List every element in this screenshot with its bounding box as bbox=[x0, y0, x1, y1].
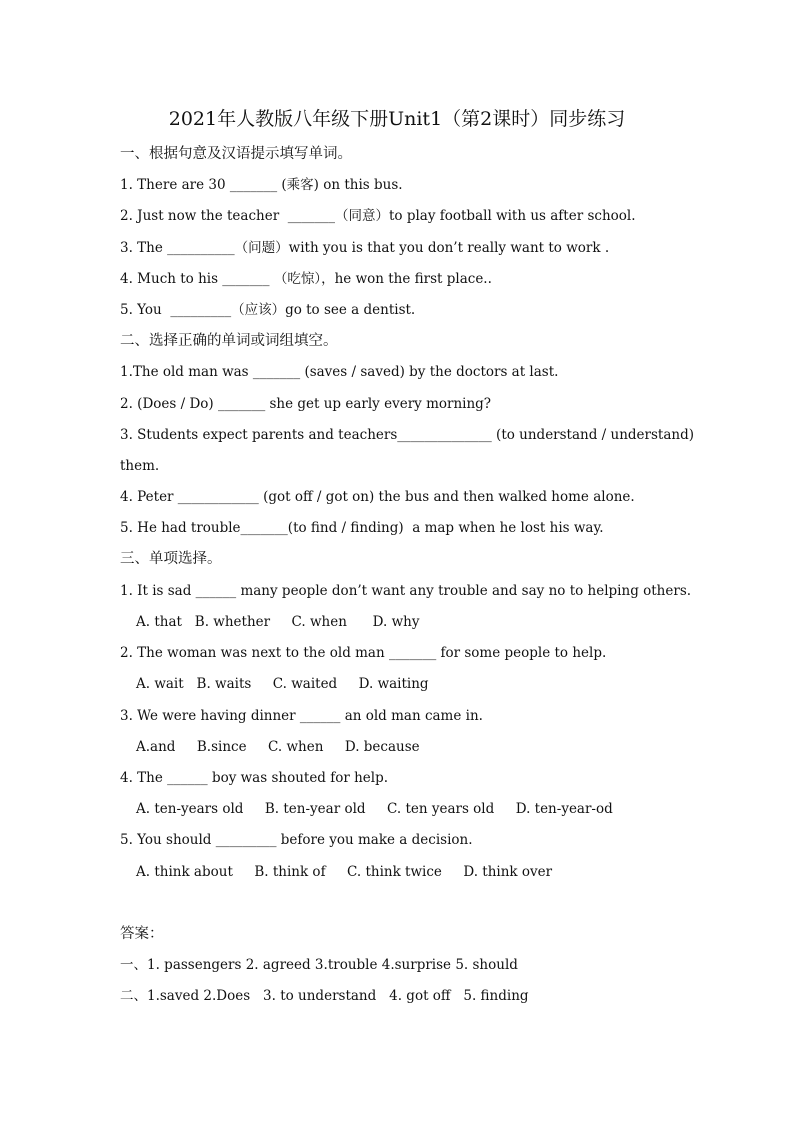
section-3-question-1-options: A. that B. whether C. when D. why bbox=[136, 614, 420, 630]
section-3-question-5: 5. You should _________ before you make a decision. bbox=[120, 832, 473, 848]
section-1-heading: 一、根据句意及汉语提示填写单词。 bbox=[120, 146, 352, 162]
section-2-heading: 二、选择正确的单词或词组填空。 bbox=[120, 333, 338, 349]
section-3-question-2-options: A. wait B. waits C. waited D. waiting bbox=[136, 676, 429, 692]
section-2-item-2: 2. (Does / Do) _______ she get up early every morning? bbox=[120, 396, 492, 412]
section-1-item-1: 1. There are 30 _______ (乘客) on this bus. bbox=[120, 177, 403, 193]
section-3-question-1: 1. It is sad ______ many people don’t want any trouble and say no to helping others. bbox=[120, 583, 692, 599]
section-1-item-5: 5. You _________（应该）go to see a dentist. bbox=[120, 302, 416, 318]
section-2-item-4: 4. Peter ____________ (got off / got on) the bus and then walked home alone. bbox=[120, 489, 635, 505]
answers-section-2: 二、1.saved 2.Does 3. to understand 4. got off 5. finding bbox=[120, 988, 529, 1004]
section-3-question-4-options: A. ten-years old B. ten-year old C. ten years old D. ten-year-od bbox=[136, 801, 613, 817]
section-3-question-3-options: A.and B.since C. when D. because bbox=[136, 739, 420, 755]
section-2-item-3-cont: them. bbox=[120, 458, 160, 474]
section-1-item-3: 3. The __________（问题）with you is that you don’t really want to work . bbox=[120, 240, 610, 256]
answers-section-1: 一、1. passengers 2. agreed 3.trouble 4.surprise 5. should bbox=[120, 957, 518, 973]
section-2-item-3: 3. Students expect parents and teachers______________ (to understand / understand) bbox=[120, 427, 694, 443]
section-1-item-2: 2. Just now the teacher _______（同意）to play football with us after school. bbox=[120, 208, 636, 224]
section-2-item-5: 5. He had trouble_______(to find / finding) a map when he lost his way. bbox=[120, 520, 604, 536]
section-1-item-4: 4. Much to his _______ （吃惊），he won the first place.. bbox=[120, 271, 492, 287]
section-3-question-4: 4. The ______ boy was shouted for help. bbox=[120, 770, 389, 786]
section-3-question-5-options: A. think about B. think of C. think twice D. think over bbox=[136, 864, 553, 880]
section-3-heading: 三、单项选择。 bbox=[120, 551, 222, 567]
section-2-item-1: 1.The old man was _______ (saves / saved) by the doctors at last. bbox=[120, 364, 559, 380]
section-3-question-3: 3. We were having dinner ______ an old man came in. bbox=[120, 708, 483, 724]
document-title: 2021年人教版八年级下册Unit1（第2课时）同步练习 bbox=[168, 108, 626, 130]
section-3-question-2: 2. The woman was next to the old man _______ for some people to help. bbox=[120, 645, 607, 661]
answers-label: 答案： bbox=[120, 926, 164, 942]
